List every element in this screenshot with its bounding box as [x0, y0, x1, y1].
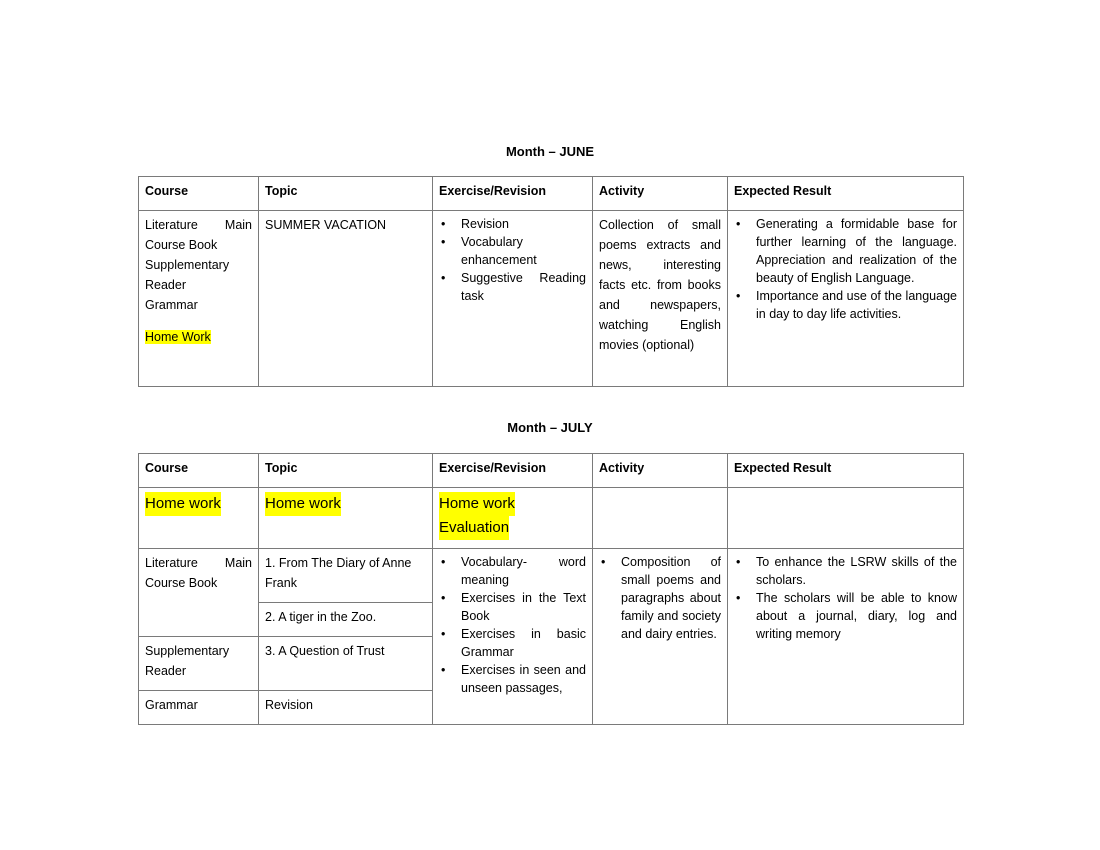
july-homework-course: Home work [145, 492, 221, 516]
july-topic-3: 3. A Question of Trust [259, 637, 433, 691]
july-header-result: Expected Result [728, 454, 964, 488]
june-exercise-cell [433, 211, 593, 387]
july-exercise-item: • Exercises in the Text Book [461, 589, 586, 625]
july-header-course: Course [139, 454, 259, 488]
june-result-item: • Generating a formidable base for further learning of the language. Appreciation and realization of the beauty of English Language. [756, 215, 957, 287]
june-plan-table [138, 176, 964, 387]
june-homework-label: Home Work [145, 330, 211, 344]
july-result-item: • The scholars will be able to know about a journal, diary, log and writing memory [756, 589, 957, 643]
june-exercise-item: • Revision [461, 215, 586, 233]
july-course-supplementary: Supplementary Reader [139, 637, 259, 691]
july-topic-4: Revision [259, 691, 433, 725]
july-plan-table [138, 453, 964, 725]
june-course-cell [139, 211, 259, 387]
june-month-title: Month – JUNE [505, 144, 595, 159]
july-topic-2: 2. A tiger in the Zoo. [259, 603, 433, 637]
july-exercise-item: • Exercises in basic Grammar [461, 625, 586, 661]
june-exercise-item: • Vocabulary enhancement [461, 233, 586, 269]
june-header-result: Expected Result [728, 177, 964, 211]
june-content-row [139, 211, 964, 387]
july-activity-item: • Composition of small poems and paragraphs about family and society and dairy entries. [621, 553, 721, 643]
july-exercise-item: • Exercises in seen and unseen passages, [461, 661, 586, 697]
june-header-topic: Topic [259, 177, 433, 211]
june-header-row [139, 177, 964, 211]
june-header-exercise: Exercise/Revision [433, 177, 593, 211]
june-header-course: Course [139, 177, 259, 211]
july-homework-exercise-cell [433, 488, 593, 549]
july-course-grammar: Grammar [139, 691, 259, 725]
june-course-literature: Literature Main Course Book [145, 218, 252, 252]
july-exercise-item: • Vocabulary- word meaning [461, 553, 586, 589]
july-header-topic: Topic [259, 454, 433, 488]
july-result-cell [728, 549, 964, 725]
july-homework-result-cell [728, 488, 964, 549]
july-result-item: • To enhance the LSRW skills of the scholars. [756, 553, 957, 589]
june-result-item: • Importance and use of the language in day to day life activities. [756, 287, 957, 323]
june-course-grammar: Grammar [145, 298, 198, 312]
july-homework-topic: Home work [265, 492, 341, 516]
july-row-literature [139, 549, 964, 603]
july-course-literature: Literature Main Course Book [139, 549, 259, 637]
june-activity-cell: Collection of small poems extracts and news, interesting facts etc. from books and newspapers, watching English movies (optional) [593, 211, 728, 387]
june-header-activity: Activity [593, 177, 728, 211]
july-topic-1: 1. From The Diary of Anne Frank [259, 549, 433, 603]
july-month-title: Month – JULY [507, 420, 593, 435]
july-homework-course-cell [139, 488, 259, 549]
july-evaluation-label: Evaluation [439, 516, 509, 540]
june-topic-cell: SUMMER VACATION [259, 211, 433, 387]
july-header-row [139, 454, 964, 488]
july-homework-activity-cell [593, 488, 728, 549]
july-header-exercise: Exercise/Revision [433, 454, 593, 488]
july-header-activity: Activity [593, 454, 728, 488]
june-exercise-item: • Suggestive Reading task [461, 269, 586, 305]
july-homework-topic-cell [259, 488, 433, 549]
june-course-supplementary: Supplementary Reader [145, 258, 230, 292]
july-exercise-cell [433, 549, 593, 725]
june-result-cell [728, 211, 964, 387]
july-activity-cell [593, 549, 728, 725]
july-homework-exercise: Home work [439, 492, 515, 516]
july-homework-row [139, 488, 964, 549]
